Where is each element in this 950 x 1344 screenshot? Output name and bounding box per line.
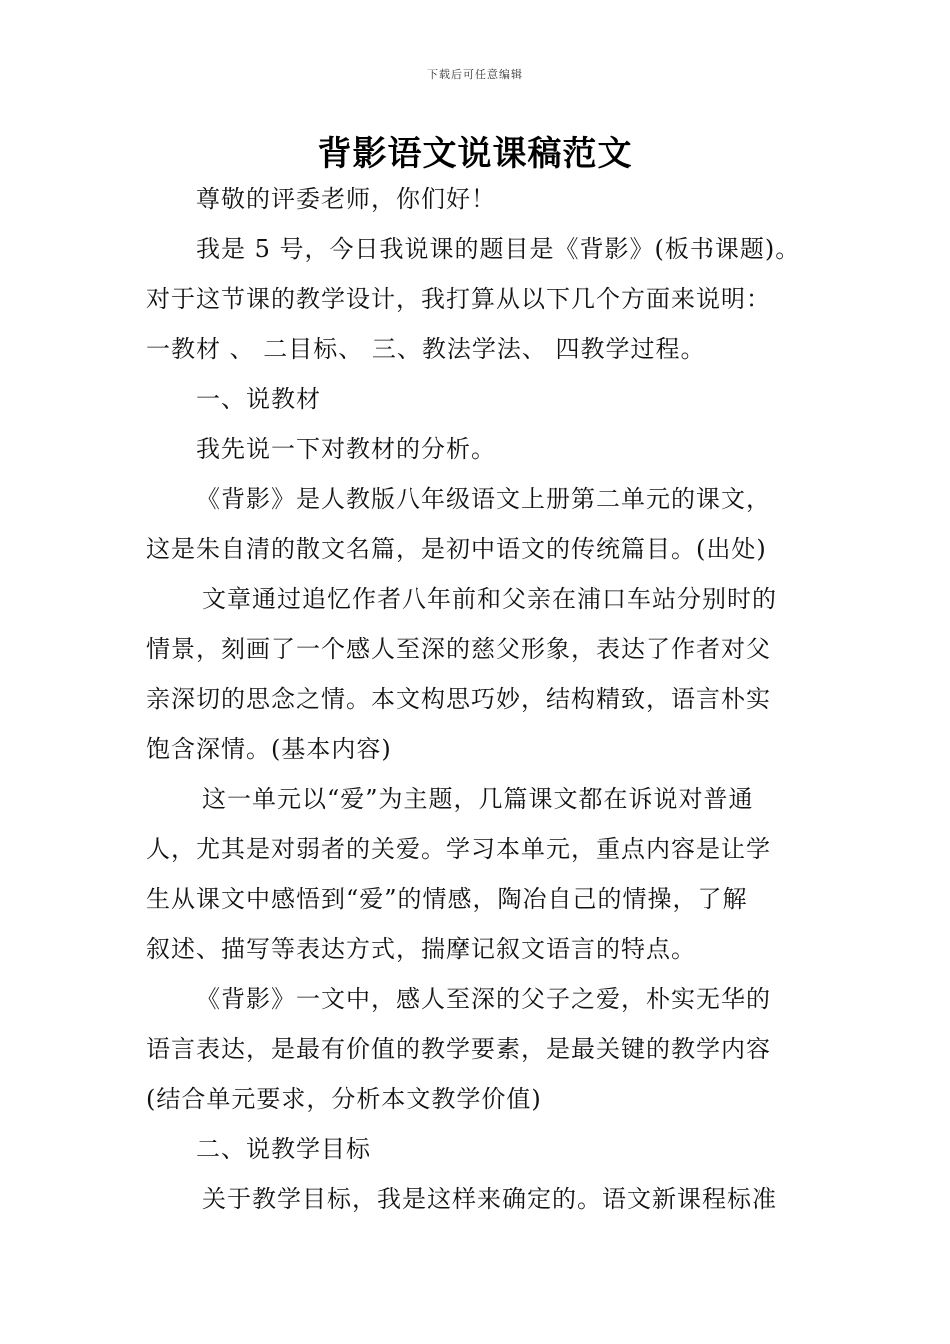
text-line: 这一单元以“爱”为主题，几篇课文都在诉说对普通 (202, 785, 754, 813)
text-line: 叙述、描写等表达方式，揣摩记叙文语言的特点。 (146, 935, 696, 963)
text-line: 语言表达，是最有价值的教学要素，是最关键的教学内容 (146, 1035, 771, 1063)
document-title: 背影语文说课稿范文 (317, 134, 633, 174)
text-line: 人，尤其是对弱者的关爱。学习本单元，重点内容是让学 (146, 835, 771, 863)
text-line: 对于这节课的教学设计，我打算从以下几个方面来说明： (146, 285, 771, 313)
text-line: 尊敬的评委老师，你们好！ (196, 185, 496, 213)
text-line: 这是朱自清的散文名篇，是初中语文的传统篇目。(出处) (146, 535, 767, 563)
text-line: 一、说教材 (196, 385, 321, 413)
text-line: 关于教学目标，我是这样来确定的。语文新课程标准 (202, 1185, 777, 1213)
text-line: 情景，刻画了一个感人至深的慈父形象，表达了作者对父 (146, 635, 771, 663)
text-line: 我是 5 号，今日我说课的题目是《背影》(板书课题)。 (196, 235, 801, 263)
text-line: 《背影》是人教版八年级语文上册第二单元的课文， (196, 485, 771, 513)
text-line: 文章通过追忆作者八年前和父亲在浦口车站分别时的 (202, 585, 777, 613)
text-line: 饱含深情。(基本内容) (146, 735, 392, 763)
text-line: (结合单元要求，分析本文教学价值) (146, 1085, 542, 1113)
text-line: 生从课文中感悟到“爱”的情感，陶冶自己的情操，了解 (146, 885, 748, 913)
text-line: 二、说教学目标 (196, 1135, 371, 1163)
text-line: 我先说一下对教材的分析。 (196, 435, 496, 463)
text-line: 《背影》一文中，感人至深的父子之爱，朴实无华的 (196, 985, 771, 1013)
text-line: 一教材 、 二目标、 三、教法学法、 四教学过程。 (146, 335, 706, 363)
document-body (146, 174, 810, 1224)
text-line: 亲深切的思念之情。本文构思巧妙，结构精致，语言朴实 (146, 685, 771, 713)
header-note: 下载后可任意编辑 (427, 68, 523, 81)
